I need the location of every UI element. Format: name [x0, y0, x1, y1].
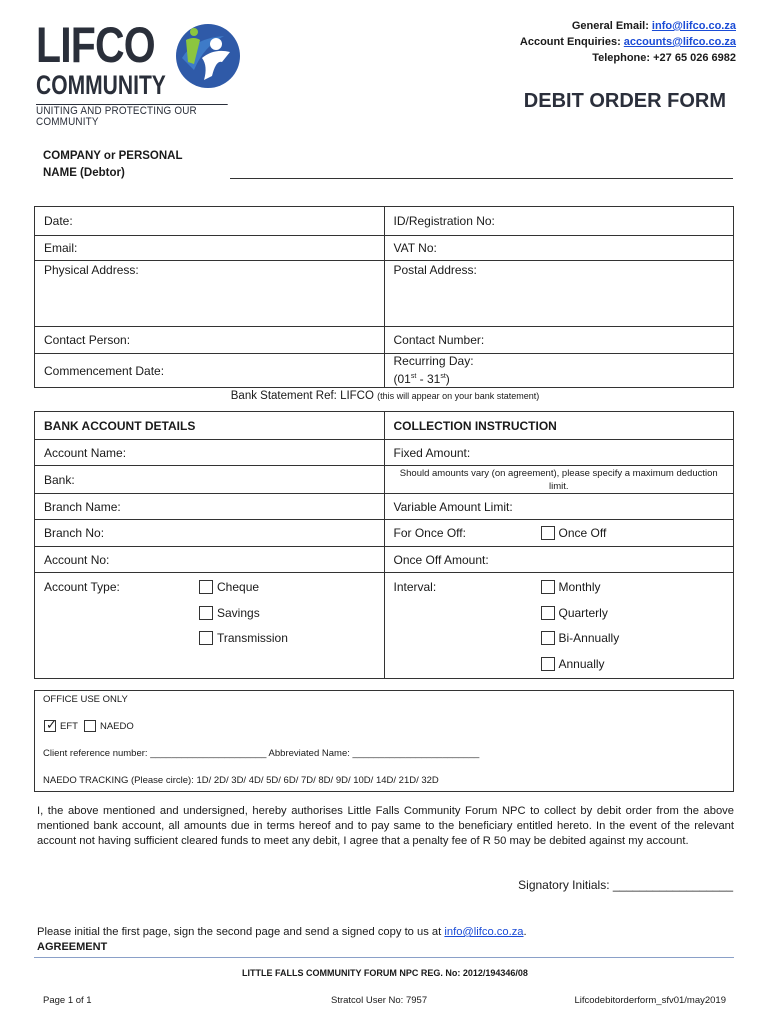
checkbox[interactable] — [199, 631, 213, 645]
office-use-box — [34, 690, 734, 792]
vary-amount-note: Should amounts vary (on agreement), please specify a maximum deduction limit. — [384, 466, 734, 493]
general-email-line — [520, 18, 736, 34]
bank-ref-note: (this will appear on your bank statement) — [377, 391, 540, 401]
footer-divider — [34, 957, 734, 958]
table-row — [35, 326, 733, 353]
payment-method-options — [44, 717, 134, 732]
range-close: ) — [445, 372, 450, 386]
stratcol-user: Stratcol User No: 7957 — [331, 995, 428, 1006]
branch-no-field[interactable]: Branch No: — [44, 526, 105, 540]
agreement-heading: AGREEMENT — [37, 941, 108, 953]
option-label: Bi-Annually — [558, 631, 620, 645]
debtor-label-line1: COMPANY or PERSONAL — [43, 150, 183, 162]
checkbox[interactable] — [199, 580, 213, 594]
recurring-day-range — [394, 369, 450, 387]
option-label: Transmission — [217, 631, 288, 645]
checkbox[interactable] — [541, 526, 555, 540]
physical-address-field[interactable]: Physical Address: — [44, 263, 139, 277]
variable-limit-field[interactable]: Variable Amount Limit: — [384, 494, 734, 519]
range-end: - 31 — [416, 372, 441, 386]
table-row — [35, 207, 733, 235]
interval-option-annually[interactable] — [541, 657, 605, 671]
table-row — [35, 465, 733, 493]
recurring-day-label: Recurring Day: — [393, 354, 474, 368]
account-no-field[interactable]: Account No: — [44, 552, 110, 567]
option-label: Annually — [558, 657, 605, 671]
date-field[interactable]: Date: — [44, 214, 73, 228]
interval-cell — [384, 573, 734, 678]
table-row — [35, 519, 733, 546]
account-type-label: Account Type: — [44, 580, 120, 594]
commencement-date-field[interactable]: Commencement Date: — [44, 363, 165, 378]
account-type-cell — [35, 573, 384, 678]
account-name-field[interactable]: Account Name: — [44, 445, 127, 460]
account-type-option-transmission[interactable] — [199, 631, 288, 645]
once-off-amount-field[interactable]: Once Off Amount: — [384, 547, 734, 572]
contact-person-field[interactable]: Contact Person: — [44, 333, 131, 347]
recurring-day-field[interactable] — [384, 354, 734, 387]
eft-checkbox[interactable] — [44, 717, 57, 732]
footer-company: LITTLE FALLS COMMUNITY FORUM NPC REG. No: 2012/194346/08 — [242, 968, 528, 978]
naedo-checkbox[interactable] — [84, 720, 96, 732]
checkbox[interactable] — [541, 631, 555, 645]
once-off-option[interactable] — [541, 526, 607, 540]
table-row — [35, 546, 733, 572]
general-email-link[interactable]: info@lifco.co.za — [651, 20, 736, 32]
bank-ref-text: Bank Statement Ref: LIFCO — [230, 390, 378, 402]
once-off-option-label: Once Off — [558, 526, 607, 540]
office-use-heading: OFFICE USE ONLY — [43, 694, 128, 705]
accounts-email-label: Account Enquiries: — [519, 36, 624, 48]
option-label: Cheque — [217, 580, 260, 594]
note-text: Please initial the first page, sign the second page and send a signed copy to us at — [37, 926, 445, 938]
accounts-email-line — [520, 34, 736, 50]
debtor-name-field[interactable] — [230, 178, 733, 179]
interval-label: Interval: — [393, 580, 437, 594]
instruction-note — [37, 926, 527, 938]
interval-option-monthly[interactable] — [541, 580, 601, 594]
postal-address-field[interactable]: Postal Address: — [384, 261, 734, 326]
eft-label: EFT — [60, 720, 78, 732]
contact-number-field[interactable]: Contact Number: — [384, 327, 734, 353]
naedo-tracking-line: NAEDO TRACKING (Please circle): 1D/ 2D/ 3D/ 4D/ 5D/ 6D/ 7D/ 8D/ 9D/ 10D/ 14D/ 21D/ 32D — [43, 775, 439, 786]
form-version: Lifcodebitorderform_sfv01/may2019 — [574, 995, 726, 1006]
option-label: Savings — [217, 606, 260, 620]
contact-block — [520, 18, 736, 66]
interval-option-quarterly[interactable] — [541, 606, 608, 620]
client-reference-line[interactable]: Client reference number: ______________________ Abbreviated Name: ________________________ — [43, 748, 480, 759]
checkbox[interactable] — [541, 657, 555, 671]
page-number: Page 1 of 1 — [43, 995, 92, 1006]
once-off-row — [384, 520, 734, 546]
table-row — [35, 235, 733, 260]
table-row — [35, 260, 733, 326]
form-title: DEBIT ORDER FORM — [523, 90, 726, 112]
collection-header: COLLECTION INSTRUCTION — [384, 412, 734, 439]
checkmark-icon: ✓ — [46, 717, 57, 732]
account-type-option-savings[interactable] — [199, 606, 260, 620]
table-row — [35, 353, 733, 387]
account-type-option-cheque[interactable] — [199, 580, 259, 594]
bank-field[interactable]: Bank: — [44, 472, 75, 487]
authorisation-paragraph: I, the above mentioned and undersigned, hereby authorises Little Falls Community Forum NPC to collect by debit order from the above mentioned bank account, all amounts due in terms hereof and to pay same to the beneficiary entitled hereto. In the event of the relevant account not having sufficient cleared funds to meet any debit, I agree that a penalty fee of R 50 may be debited against my account. — [37, 805, 734, 847]
range-start: (01 — [393, 372, 411, 386]
telephone: Telephone: +27 65 026 6982 — [592, 52, 736, 64]
logo-tagline: UNITING AND PROTECTING OUR COMMUNITY — [36, 104, 228, 128]
id-registration-field[interactable]: ID/Registration No: — [384, 207, 734, 235]
once-off-label: For Once Off: — [393, 526, 466, 540]
bank-collection-table — [34, 411, 734, 679]
option-label: Quarterly — [558, 606, 608, 620]
accounts-email-link[interactable]: accounts@lifco.co.za — [623, 36, 736, 48]
checkbox[interactable] — [541, 606, 555, 620]
signatory-initials-field[interactable]: Signatory Initials: __________________ — [518, 878, 733, 892]
note-email-link[interactable]: info@lifco.co.za — [444, 926, 524, 938]
globe-people-icon — [164, 18, 244, 98]
general-email-label: General Email: — [571, 20, 652, 32]
checkbox[interactable] — [541, 580, 555, 594]
option-label: Monthly — [558, 580, 601, 594]
email-field[interactable]: Email: — [44, 241, 78, 255]
interval-option-bi-annually[interactable] — [541, 631, 620, 645]
bank-details-header: BANK ACCOUNT DETAILS — [44, 418, 196, 433]
logo-wordmark: LIFCO — [36, 17, 155, 73]
bank-statement-ref — [0, 390, 770, 402]
table-row — [35, 412, 733, 439]
logo-subtitle: COMMUNITY — [36, 70, 166, 100]
company-logo — [34, 17, 249, 128]
range-end-suffix: st — [440, 373, 446, 380]
naedo-label: NAEDO — [99, 720, 134, 732]
note-end: . — [523, 926, 527, 938]
table-row — [35, 493, 733, 519]
details-table — [34, 206, 734, 388]
debtor-label-line2: NAME (Debtor) — [43, 167, 125, 179]
fixed-amount-field[interactable]: Fixed Amount: — [384, 440, 734, 465]
branch-name-field[interactable]: Branch Name: — [44, 499, 121, 514]
vat-field[interactable]: VAT No: — [384, 236, 734, 260]
checkbox[interactable] — [199, 606, 213, 620]
table-row — [35, 572, 733, 678]
range-start-suffix: st — [410, 373, 417, 380]
debtor-label — [43, 148, 183, 182]
table-row — [35, 439, 733, 465]
